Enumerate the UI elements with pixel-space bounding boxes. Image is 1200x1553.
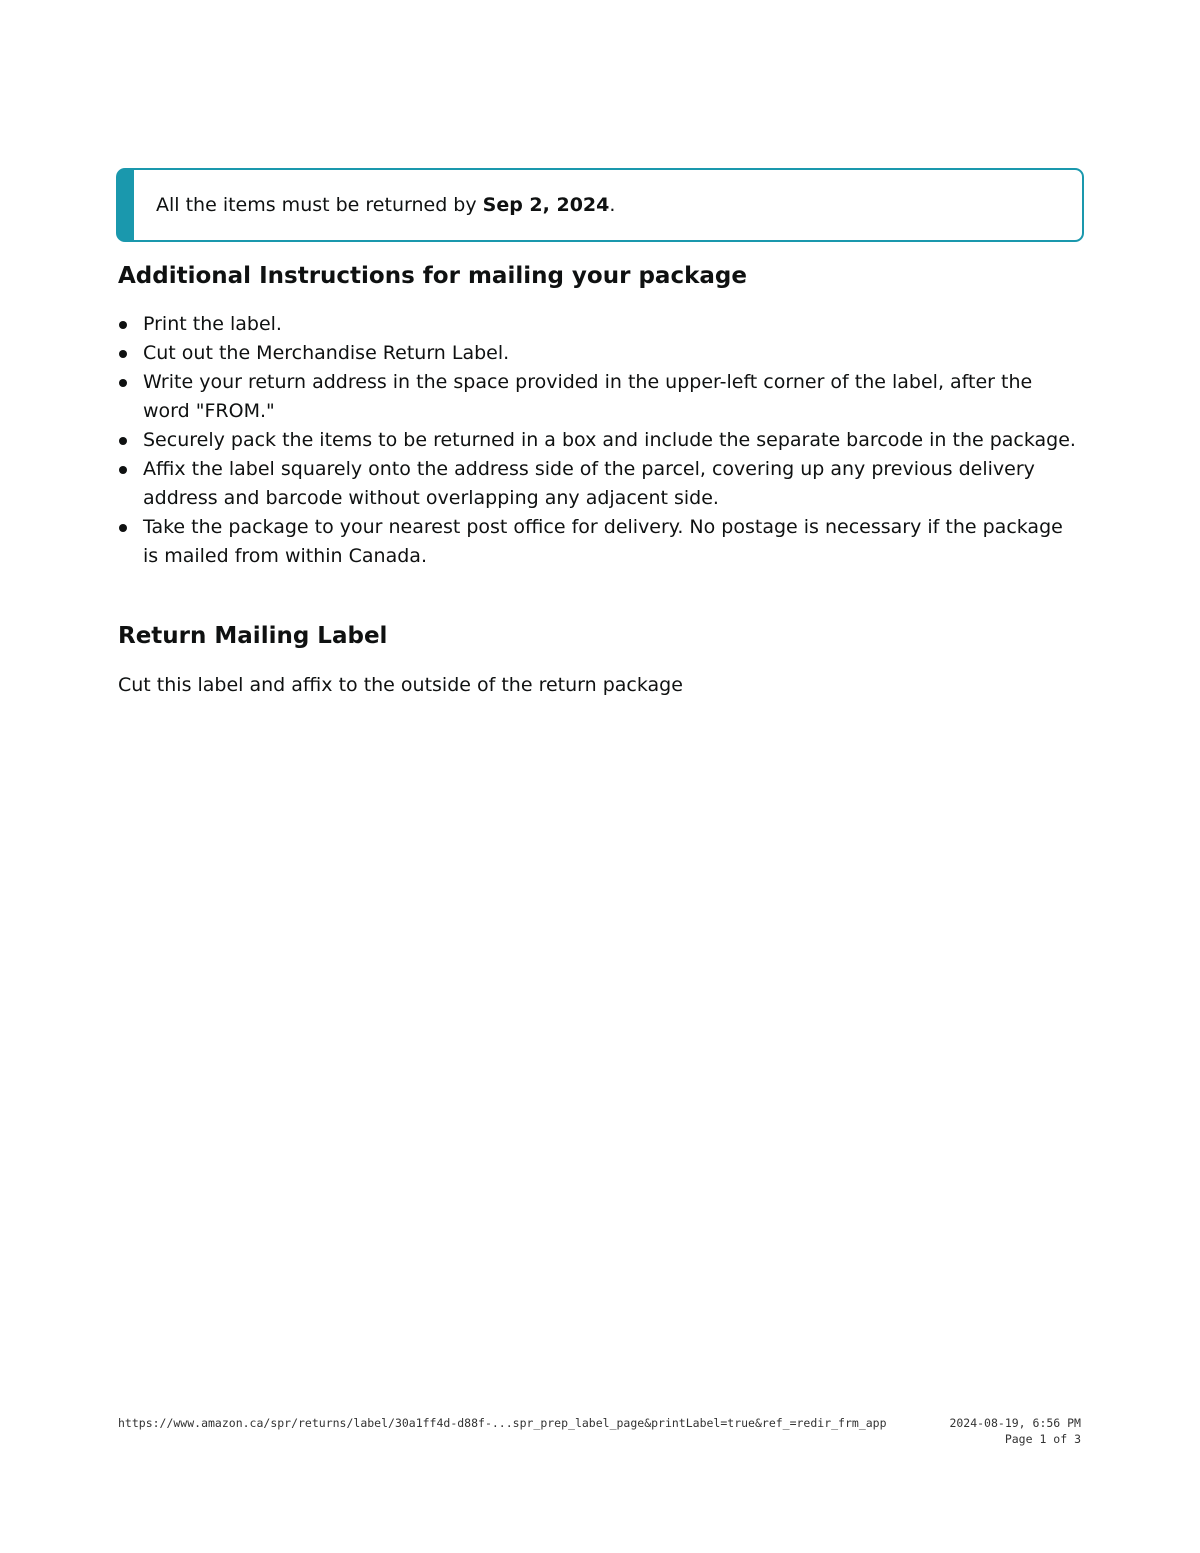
instruction-item <box>118 339 1078 368</box>
return-deadline-alert <box>116 168 1084 242</box>
instruction-text: Cut out the Merchandise Return Label. <box>143 342 510 364</box>
footer-datetime: 2024-08-19, 6:56 PM <box>949 1416 1081 1430</box>
return-deadline-text <box>156 192 615 218</box>
instructions-heading: Additional Instructions for mailing your package <box>118 263 747 289</box>
instruction-item <box>118 513 1078 571</box>
return-deadline-prefix: All the items must be returned by <box>156 194 483 216</box>
instruction-item <box>118 310 1078 339</box>
instruction-item <box>118 426 1078 455</box>
instruction-text: Securely pack the items to be returned in a box and include the separate barcode in the package. <box>143 429 1076 451</box>
return-label-instruction: Cut this label and affix to the outside of the return package <box>118 674 683 696</box>
instructions-list <box>118 310 1078 571</box>
bullet-icon <box>119 437 127 445</box>
instruction-text: Write your return address in the space provided in the upper-left corner of the label, after the word "FROM." <box>143 371 1033 422</box>
return-deadline-date: Sep 2, 2024 <box>482 194 610 216</box>
footer-page-number: Page 1 of 3 <box>1004 1432 1081 1446</box>
bullet-icon <box>119 379 127 387</box>
bullet-icon <box>119 321 127 329</box>
return-deadline-suffix: . <box>609 194 616 216</box>
footer-url: https://www.amazon.ca/spr/returns/label/30a1ff4d-d88f-...spr_prep_label_page&printLabel=true&ref_=redir_frm_app <box>118 1416 887 1430</box>
bullet-icon <box>119 524 127 532</box>
instruction-item <box>118 455 1078 513</box>
footer-meta <box>949 1415 1081 1447</box>
instruction-text: Affix the label squarely onto the address side of the parcel, covering up any previous delivery address and barcode without overlapping any adjacent side. <box>143 458 1035 509</box>
return-label-heading: Return Mailing Label <box>118 623 388 649</box>
instruction-text: Print the label. <box>143 313 282 335</box>
bullet-icon <box>119 466 127 474</box>
instruction-text: Take the package to your nearest post office for delivery. No postage is necessary if the package is mailed from within Canada. <box>143 516 1063 567</box>
bullet-icon <box>119 350 127 358</box>
instruction-item <box>118 368 1078 426</box>
